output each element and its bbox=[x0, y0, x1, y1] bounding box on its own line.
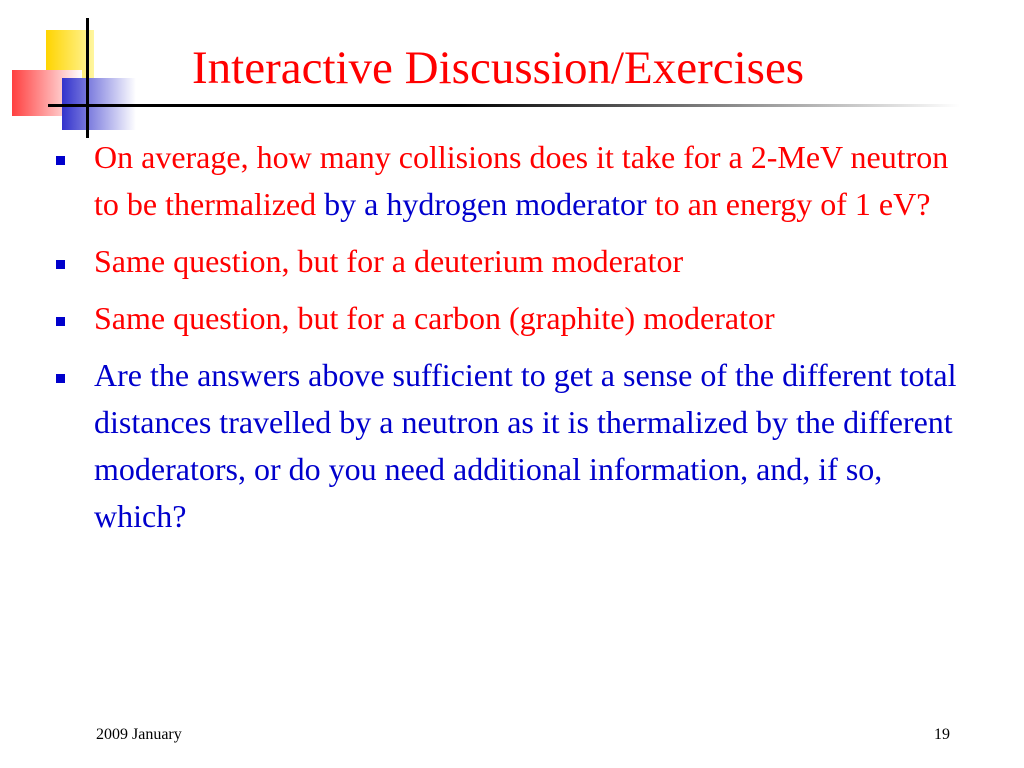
bullet-text bbox=[94, 238, 976, 285]
bullet-text bbox=[94, 352, 976, 540]
square-bullet-icon bbox=[56, 317, 65, 326]
bullet-text-segment: Same question, but for a deuterium moderator bbox=[94, 243, 684, 279]
bullet-text-segment: Are the answers above sufficient to get a sense of the different total distances travelled by a neutron as it is thermalized by the different moderators, or do you need additional information, and, if so, which? bbox=[94, 357, 957, 534]
bullet-text bbox=[94, 134, 976, 228]
bullet-item bbox=[56, 134, 976, 228]
bullet-text-segment: On average, how many collisions does it take for a 2-MeV neutron to be thermalized bbox=[94, 139, 949, 222]
slide-title: Interactive Discussion/Exercises bbox=[192, 42, 805, 94]
square-bullet-icon bbox=[56, 156, 65, 165]
corner-decoration bbox=[0, 0, 160, 140]
vertical-line bbox=[86, 18, 89, 138]
bullet-text bbox=[94, 295, 976, 342]
page-number: 19 bbox=[934, 726, 950, 743]
bullet-item bbox=[56, 238, 976, 285]
bullet-item bbox=[56, 295, 976, 342]
title-underline bbox=[48, 104, 960, 107]
bullet-list bbox=[56, 134, 976, 550]
bullet-text-segment: by a hydrogen moderator bbox=[324, 186, 647, 222]
bullet-text-segment: Same question, but for a carbon (graphite) moderator bbox=[94, 300, 775, 336]
square-bullet-icon bbox=[56, 374, 65, 383]
bullet-item bbox=[56, 352, 976, 540]
footer-date: 2009 January bbox=[96, 726, 182, 743]
bullet-text-segment: to an energy of 1 eV? bbox=[646, 186, 931, 222]
square-bullet-icon bbox=[56, 260, 65, 269]
